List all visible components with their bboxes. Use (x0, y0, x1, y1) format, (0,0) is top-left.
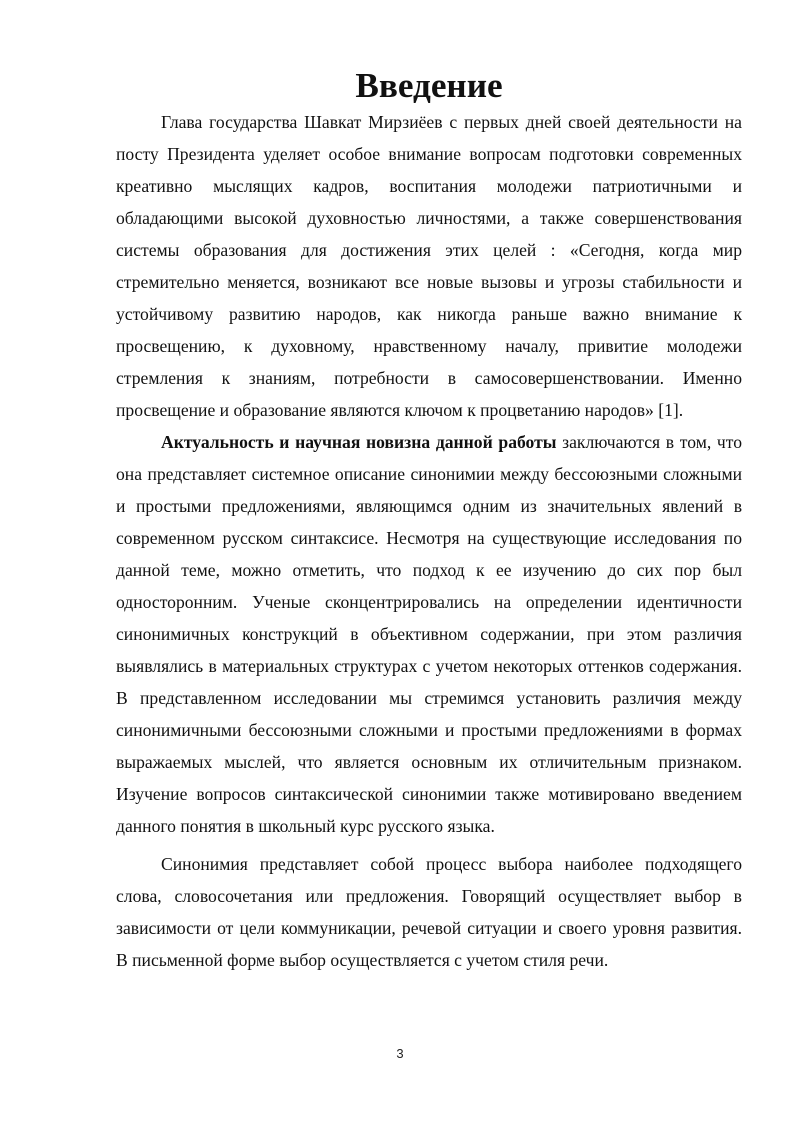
paragraph-intro-text: Глава государства Шавкат Мирзиёев с первых дней своей деятельности на посту Президента уделяет особое внимание вопросам подготовки современных креативно мыслящих кадров, воспитания молодежи патриотичными и обладающими высокой духовностью личностями, а также совершенствования системы образования для достижения этих целей : «Сегодня, когда мир стремительно меняется, возникают все новые вызовы и угрозы стабильности и устойчивому развитию народов, как никогда раньше важно внимание к просвещению, к духовному, нравственному началу, привитие молодежи стремления к знаниям, потребности в самосовершенствовании. Именно просвещение и образование являются ключом к процветанию народов» [1]. (116, 112, 742, 420)
paragraph-relevance-text: заключаются в том, что она представляет системное описание синонимии между бессоюзными сложными и простыми предложениями, являющимся одним из значительных явлений в современном русском синтаксисе. Несмотря на существующие исследования по данной теме, можно отметить, что подход к ее изучению до сих пор был односторонним. Ученые сконцентрировались на определении идентичности синонимичных конструкций в объективном содержании, при этом различия выявлялись в материальных структурах с учетом некоторых оттенков содержания. В представленном исследовании мы стремимся установить различия между синонимичными бессоюзными сложными и простыми предложениями в формах выражаемых мыслей, что является основным их отличительным признаком. Изучение вопросов синтаксической синонимии также мотивировано введением данного понятия в школьный курс русского языка. (116, 432, 742, 836)
paragraph-synonymy-text: Синонимия представляет собой процесс выбора наиболее подходящего слова, словосочетания или предложения. Говорящий осуществляет выбор в зависимости от цели коммуникации, речевой ситуации и своего уровня развития. В письменной форме выбор осуществляется с учетом стиля речи. (116, 854, 742, 970)
paragraph-intro (116, 106, 742, 426)
paragraph-relevance-lead: Актуальность и научная новизна данной работы (161, 432, 557, 452)
page-number: 3 (396, 1046, 404, 1061)
paragraph-synonymy (116, 848, 742, 976)
paragraph-relevance (116, 426, 742, 842)
document-page (116, 66, 742, 976)
section-title: Введение (355, 66, 503, 105)
